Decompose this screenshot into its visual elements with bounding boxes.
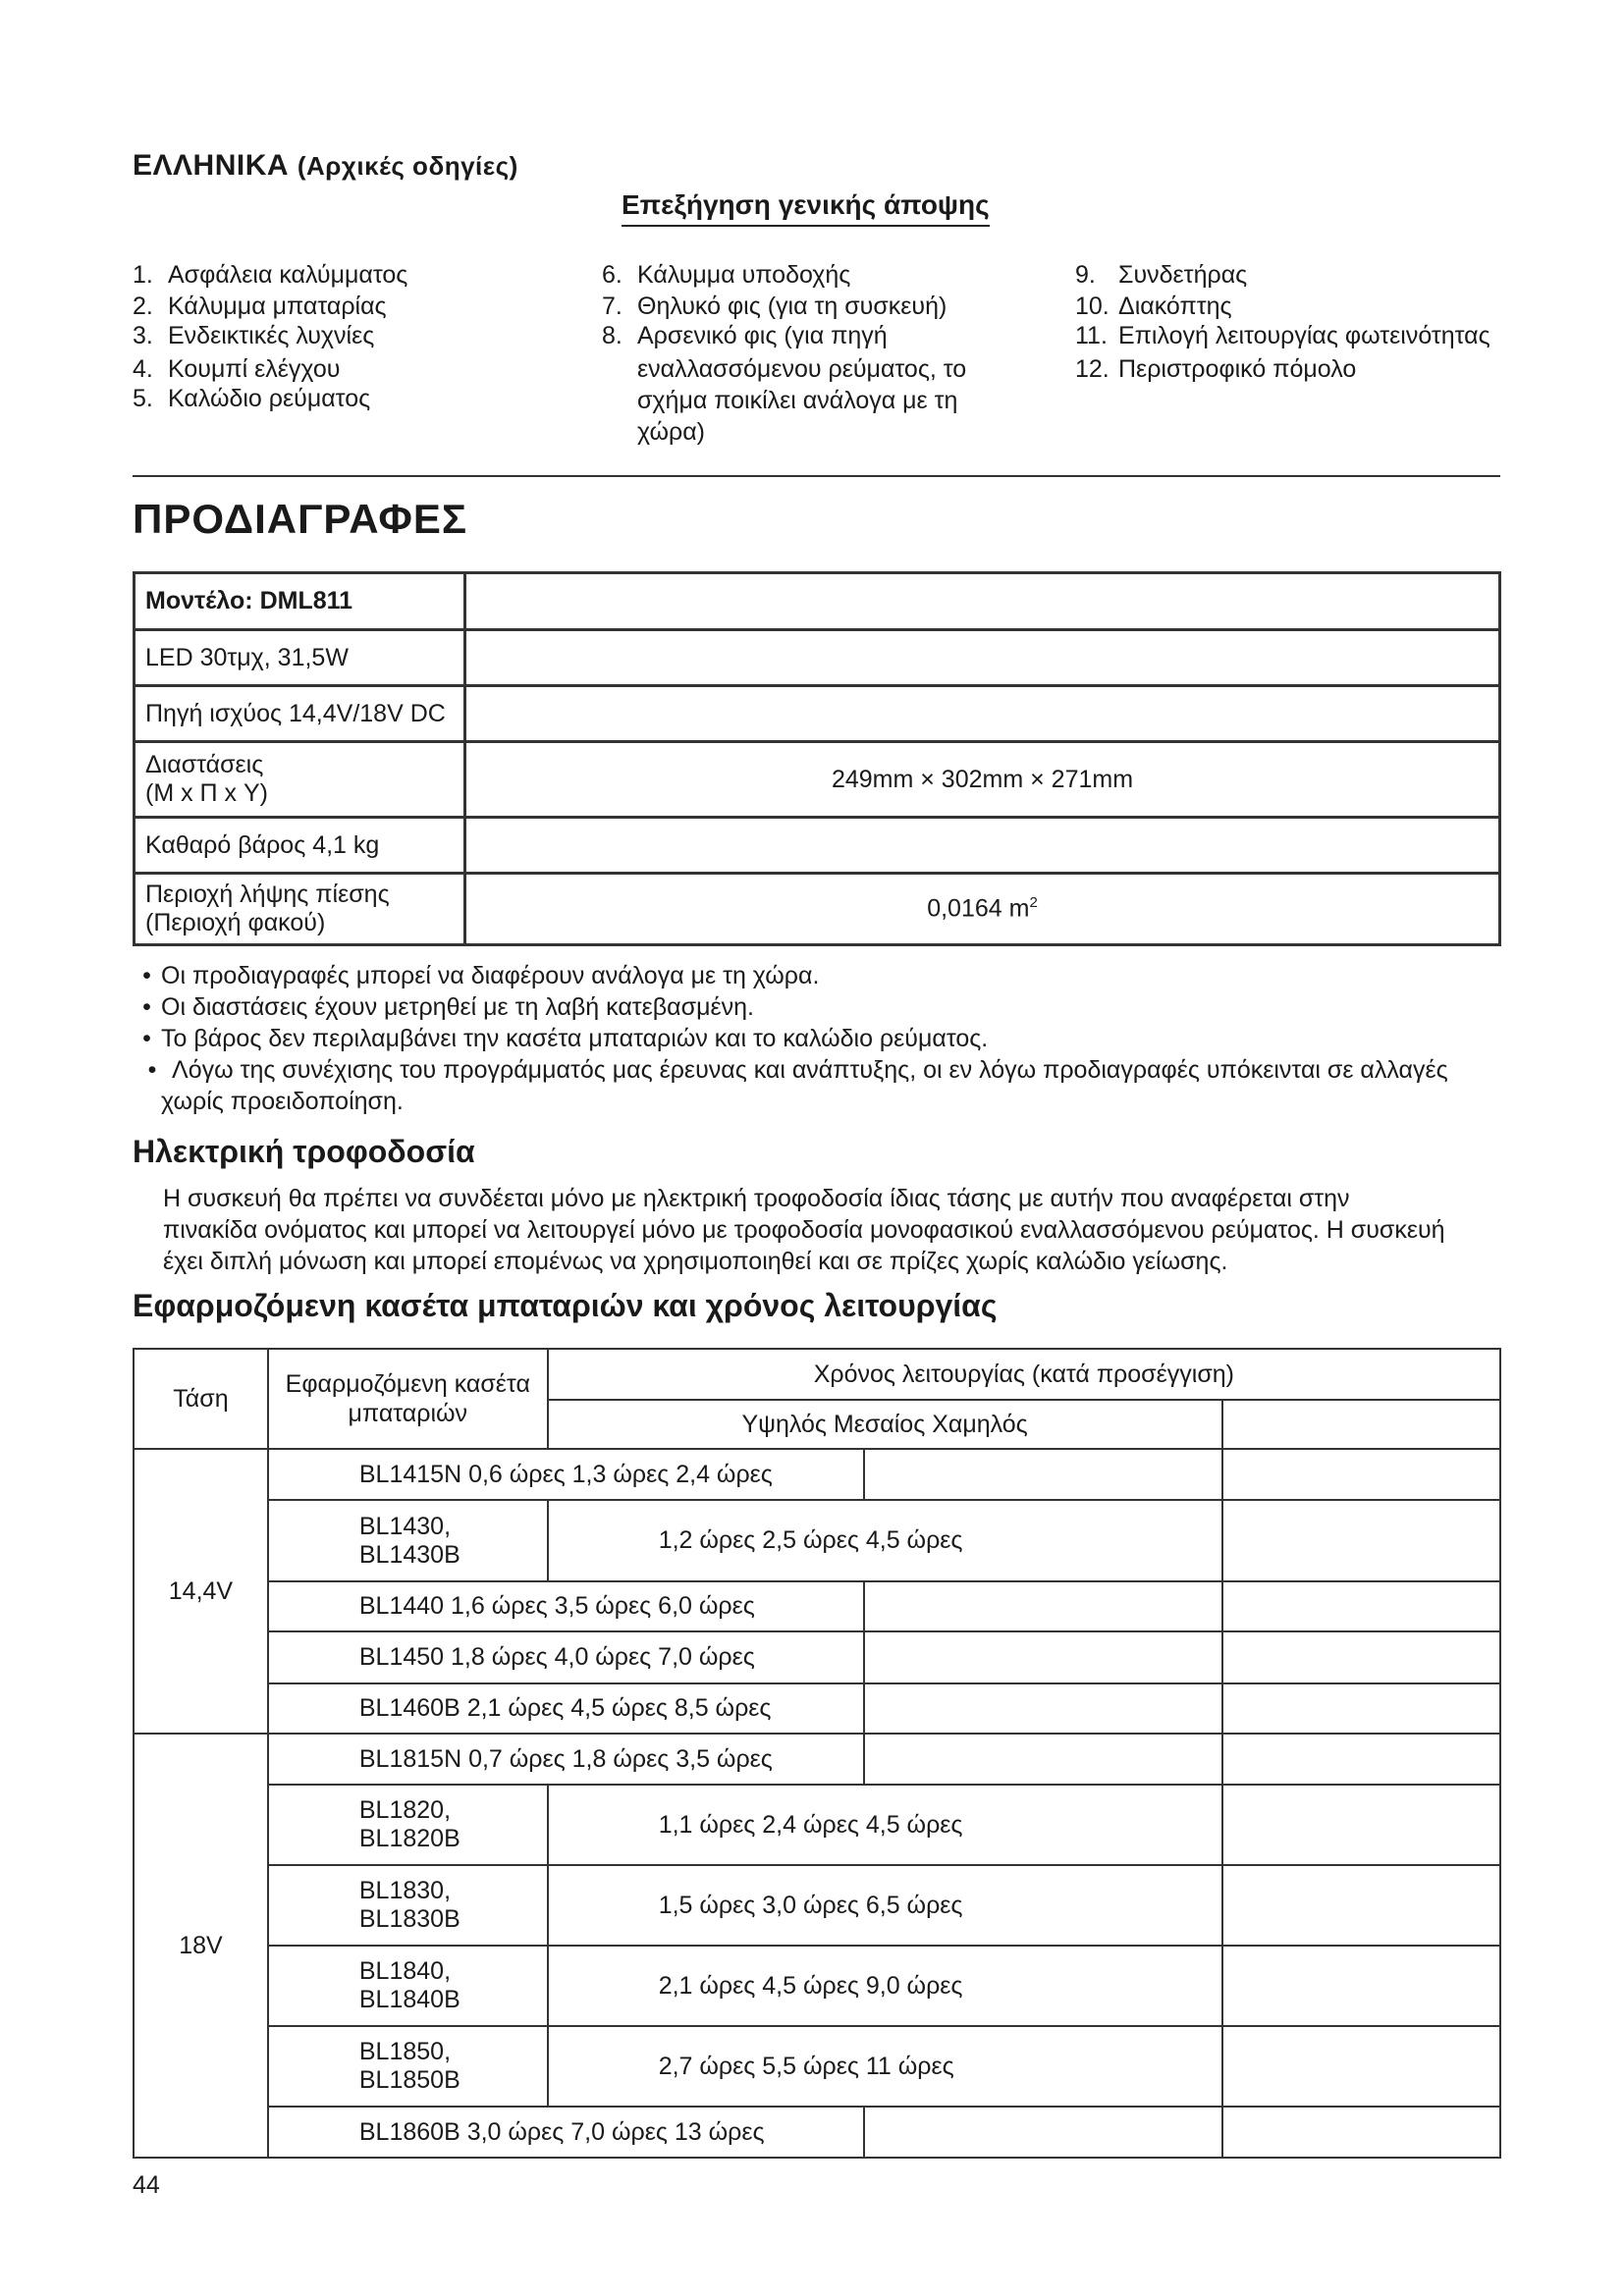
overview-column-3 [1075, 259, 1490, 385]
battery-model-line: BL1840, [358, 1957, 452, 1985]
empty-cell [864, 1683, 1221, 1734]
spec-label [135, 874, 465, 945]
note-item-continued: χωρίς προειδοποίηση. [161, 1088, 404, 1115]
spec-label-line: Διαστάσεις [145, 751, 264, 778]
spec-value [465, 686, 1500, 742]
instructions-label: (Αρχικές οδηγίες) [297, 151, 518, 181]
spec-label-line: Περιοχή λήψης πίεσης [145, 881, 390, 908]
note-item: • Οι διαστάσεις έχουν μετρηθεί με τη λαβή κατεβασμένη. [142, 993, 754, 1021]
table-row [134, 1500, 1500, 1581]
specs-title: ΠΡΟΔΙΑΓΡΑΦΕΣ [133, 496, 468, 542]
specs-table [133, 571, 1501, 946]
overview-item: 8. Αρσενικό φις (για πηγή [602, 322, 888, 349]
empty-cell [864, 1449, 1221, 1500]
spec-label-line: (Περιοχή φακού) [145, 909, 326, 936]
battery-model-line: BL1830B [358, 1905, 460, 1933]
overview-item: 1. Ασφάλεια καλύμματος [133, 261, 408, 289]
table-row [134, 1785, 1500, 1865]
language-label: ΕΛΛΗΝΙΚΑ [133, 149, 290, 182]
overview-item: χώρα) [637, 418, 705, 446]
battery-model-line: BL1840B [358, 1986, 460, 2013]
spec-row [135, 630, 1500, 686]
voltage-header: Τάση [134, 1349, 268, 1449]
empty-cell [864, 1734, 1221, 1785]
note-item: • Λόγω της συνέχισης του προγράμματός μας έρευνας και ανάπτυξης, οι εν λόγω προδιαγραφές υπόκεινται σε αλλαγές [147, 1056, 1448, 1084]
spec-label [135, 742, 465, 818]
power-line: Η συσκευή θα πρέπει να συνδέεται μόνο με ηλεκτρική τροφοδοσία ίδιας τάσης με αυτήν που αναφέρεται στην [163, 1185, 1350, 1212]
battery-model-line: BL1820, [358, 1796, 452, 1824]
table-row [134, 2026, 1500, 2107]
spec-value [465, 818, 1500, 874]
battery-model-cell: BL1815N 0,7 ώρες 1,8 ώρες 3,5 ώρες [268, 1734, 864, 1785]
overview-item: 9. Συνδετήρας [1075, 261, 1248, 289]
battery-model-line: BL1430B [358, 1540, 460, 1569]
overview-item: 2. Κάλυμμα μπαταρίας [133, 293, 387, 320]
spec-label: LED 30τμχ, 31,5W [135, 630, 465, 686]
empty-cell [864, 2107, 1221, 2158]
battery-table [133, 1348, 1501, 2159]
runtime-cell: 1,5 ώρες 3,0 ώρες 6,5 ώρες [548, 1865, 1222, 1946]
language-heading [133, 149, 518, 183]
power-line: έχει διπλή μόνωση και μπορεί επομένως να χρησιμοποιηθεί και σε πρίζες χωρίς καλώδιο γείωσης. [163, 1248, 1228, 1275]
overview-item: 3. Ενδεικτικές λυχνίες [133, 322, 375, 349]
table-row [134, 1734, 1500, 1785]
cartridge-header-line: μπαταριών [348, 1400, 468, 1427]
table-row [134, 2107, 1500, 2158]
table-row [134, 1631, 1500, 1683]
battery-model-line: BL1850, [358, 2038, 452, 2065]
battery-model-cell: BL1440 1,6 ώρες 3,5 ώρες 6,0 ώρες [268, 1581, 864, 1631]
overview-item: 4. Κουμπί ελέγχου [133, 355, 341, 383]
empty-cell [1222, 1500, 1500, 1581]
battery-model-cell: BL1460B 2,1 ώρες 4,5 ώρες 8,5 ώρες [268, 1683, 864, 1734]
overview-item: 10. Διακόπτης [1075, 293, 1232, 320]
empty-cell [1222, 1683, 1500, 1734]
spec-row [135, 818, 1500, 874]
overview-item: σχήμα ποικίλει ανάλογα με τη [637, 387, 958, 414]
spec-label-line: (Μ x Π x Υ) [145, 779, 268, 807]
empty-cell [1222, 1946, 1500, 2026]
power-paragraph [163, 1183, 1508, 1277]
note-item: • Το βάρος δεν περιλαμβάνει την κασέτα μπαταριών και το καλώδιο ρεύματος. [142, 1025, 989, 1052]
spec-label: Μοντέλο: DML811 [135, 573, 465, 630]
overview-item: εναλλασσόμενου ρεύματος, το [637, 355, 967, 383]
battery-model-cell [268, 1865, 548, 1946]
voltage-cell: 18V [134, 1734, 268, 2158]
empty-cell [1222, 1734, 1500, 1785]
empty-cell [1222, 1449, 1500, 1500]
battery-model-cell [268, 1500, 548, 1581]
battery-model-cell [268, 1946, 548, 2026]
empty-cell [1222, 2107, 1500, 2158]
overview-title: Επεξήγηση γενικής άποψης [622, 189, 990, 227]
empty-cell [864, 1631, 1221, 1683]
spec-label: Πηγή ισχύος 14,4V/18V DC [135, 686, 465, 742]
spec-value [465, 573, 1500, 630]
overview-item: 11. Επιλογή λειτουργίας φωτεινότητας [1075, 322, 1490, 349]
empty-cell [864, 1581, 1221, 1631]
cartridge-header [268, 1349, 548, 1449]
battery-model-cell: BL1450 1,8 ώρες 4,0 ώρες 7,0 ώρες [268, 1631, 864, 1683]
table-row [134, 1865, 1500, 1946]
overview-column-2 [602, 259, 966, 448]
spec-row [135, 573, 1500, 630]
runtime-cell: 1,2 ώρες 2,5 ώρες 4,5 ώρες [548, 1500, 1222, 1581]
spec-value: 249mm × 302mm × 271mm [465, 742, 1500, 818]
table-row [134, 1683, 1500, 1734]
empty-cell [1222, 1631, 1500, 1683]
battery-model-line: BL1850B [358, 2066, 460, 2094]
spec-row [135, 874, 1500, 945]
runtime-header: Χρόνος λειτουργίας (κατά προσέγγιση) [548, 1349, 1500, 1400]
battery-model-line: BL1830, [358, 1877, 452, 1904]
levels-header: Υψηλός Μεσαίος Χαμηλός [548, 1400, 1222, 1449]
runtime-cell: 2,1 ώρες 4,5 ώρες 9,0 ώρες [548, 1946, 1222, 2026]
runtime-cell: 1,1 ώρες 2,4 ώρες 4,5 ώρες [548, 1785, 1222, 1865]
overview-item: 12. Περιστροφικό πόμολο [1075, 355, 1357, 383]
spec-row [135, 742, 1500, 818]
empty-cell [1222, 2026, 1500, 2107]
battery-model-line: BL1430, [358, 1512, 452, 1540]
table-row [134, 1581, 1500, 1631]
levels-header-empty [1222, 1400, 1500, 1449]
voltage-cell: 14,4V [134, 1449, 268, 1734]
battery-model-cell [268, 2026, 548, 2107]
power-line: πινακίδα ονόματος και μπορεί να λειτουργεί μόνο με τροφοδοσία μονοφασικού εναλλασσόμενου ρεύματος. Η συσκευή [163, 1216, 1445, 1244]
empty-cell [1222, 1865, 1500, 1946]
table-row [134, 1449, 1500, 1500]
note-item: • Οι προδιαγραφές μπορεί να διαφέρουν ανάλογα με τη χώρα. [142, 962, 820, 989]
battery-model-cell: BL1415N 0,6 ώρες 1,3 ώρες 2,4 ώρες [268, 1449, 864, 1500]
cartridge-header-line: Εφαρμοζόμενη κασέτα [285, 1370, 530, 1398]
spec-value [465, 630, 1500, 686]
battery-model-cell [268, 1785, 548, 1865]
runtime-cell: 2,7 ώρες 5,5 ώρες 11 ώρες [548, 2026, 1222, 2107]
table-row [134, 1946, 1500, 2026]
overview-column-1 [133, 259, 407, 414]
spec-row [135, 686, 1500, 742]
battery-model-line: BL1820B [358, 1825, 460, 1852]
battery-model-cell: BL1860B 3,0 ώρες 7,0 ώρες 13 ώρες [268, 2107, 864, 2158]
spec-value: 0,0164 $m^2$ [465, 874, 1500, 945]
spec-notes [133, 960, 1507, 1117]
battery-title: Εφαρμοζόμενη κασέτα μπαταριών και χρόνος λειτουργίας [133, 1288, 998, 1323]
overview-item: 7. Θηλυκό φις (για τη συσκευή) [602, 293, 947, 320]
spec-label: Καθαρό βάρος 4,1 kg [135, 818, 465, 874]
section-divider [133, 475, 1500, 477]
page-number: 44 [133, 2171, 160, 2199]
empty-cell [1222, 1581, 1500, 1631]
power-title: Ηλεκτρική τροφοδοσία [133, 1134, 475, 1169]
overview-item: 6. Κάλυμμα υποδοχής [602, 261, 851, 289]
overview-item: 5. Καλώδιο ρεύματος [133, 385, 371, 412]
empty-cell [1222, 1785, 1500, 1865]
